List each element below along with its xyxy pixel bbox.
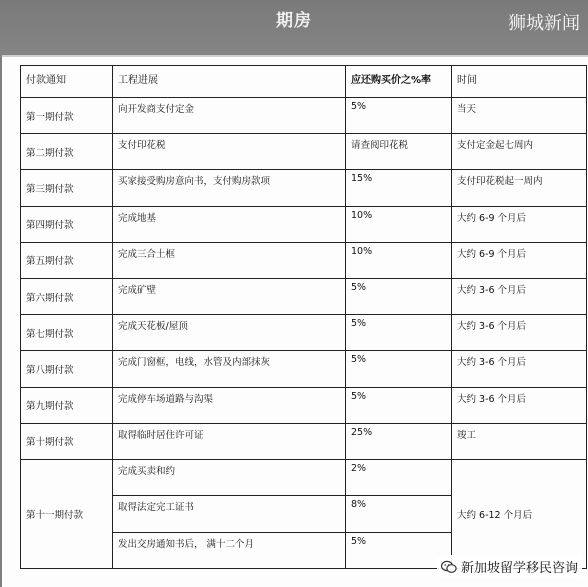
progress-cell: 完成停车场道路与沟渠 [113,387,346,423]
stage-cell: 第三期付款 [21,170,113,206]
col-header-notice: 付款通知 [21,66,113,98]
stage-cell: 第一期付款 [21,98,113,134]
stage-cell: 第八期付款 [21,351,113,387]
payment-schedule-table [20,65,587,569]
percent-cell: 5% [346,387,452,423]
progress-cell: 完成买卖和约 [113,459,346,496]
time-cell-final: 大约 6-12 个月后 [452,459,587,569]
table-row [21,459,587,496]
table-row [21,351,587,387]
time-cell: 大约 3-6 个月后 [452,351,587,387]
table-row [21,242,587,278]
time-cell: 支付定金起七周内 [452,134,587,170]
time-cell: 大约 6-9 个月后 [452,206,587,242]
table-row [21,278,587,314]
percent-cell: 10% [346,242,452,278]
header-bar [0,0,588,58]
progress-cell: 支付印花税 [113,134,346,170]
percent-cell: 5% [346,98,452,134]
progress-cell: 完成三合土框 [113,242,346,278]
document-sheet [2,55,588,587]
progress-cell: 完成门窗框，电线，水管及内部抹灰 [113,351,346,387]
table-row [21,98,587,134]
percent-cell: 10% [346,206,452,242]
table-row [21,170,587,206]
time-cell: 大约 6-9 个月后 [452,242,587,278]
page-title: 期房 [276,11,312,31]
percent-cell: 5% [346,532,452,569]
stage-cell: 第九期付款 [21,387,113,423]
watermark [437,555,582,578]
table-header-row [21,66,587,98]
progress-cell: 取得临时居住许可证 [113,423,346,459]
time-cell: 竣工 [452,423,587,459]
stage-cell: 第二期付款 [21,134,113,170]
time-cell: 当天 [452,98,587,134]
watermark-text: 新加坡留学移民咨询 [460,561,578,576]
percent-cell: 5% [346,351,452,387]
wechat-icon [441,560,457,574]
percent-cell: 25% [346,423,452,459]
table-row [21,315,587,351]
time-cell: 大约 3-6 个月后 [452,315,587,351]
percent-cell: 8% [346,496,452,533]
percent-cell: 5% [346,315,452,351]
stage-cell: 第七期付款 [21,315,113,351]
table-row [21,387,587,423]
progress-cell: 买家接受购房意向书，支付购房款项 [113,170,346,206]
percent-cell: 请查阅印花税 [346,134,452,170]
time-cell: 大约 3-6 个月后 [452,387,587,423]
brand-label: 狮城新闻 [508,13,580,34]
percent-cell: 2% [346,459,452,496]
progress-cell: 完成矿壁 [113,278,346,314]
time-cell: 支付印花税起一周内 [452,170,587,206]
stage-cell: 第六期付款 [21,278,113,314]
percent-cell: 5% [346,278,452,314]
progress-cell: 完成天花板/屋顶 [113,315,346,351]
stage-cell: 第四期付款 [21,206,113,242]
stage-cell-final: 第十一期付款 [21,459,113,569]
percent-cell: 15% [346,170,452,206]
progress-cell: 取得法定完工证书 [113,496,346,533]
table-row [21,206,587,242]
progress-cell: 发出交房通知书后， 满十二个月 [113,532,346,569]
progress-cell: 完成地基 [113,206,346,242]
table-row [21,134,587,170]
progress-cell: 向开发商支付定金 [113,98,346,134]
stage-cell: 第五期付款 [21,242,113,278]
time-cell: 大约 3-6 个月后 [452,278,587,314]
stage-cell: 第十期付款 [21,423,113,459]
col-header-time: 时间 [452,66,587,98]
col-header-percent: 应还购买价之%率 [346,66,452,98]
table-row [21,423,587,459]
col-header-progress: 工程进展 [113,66,346,98]
